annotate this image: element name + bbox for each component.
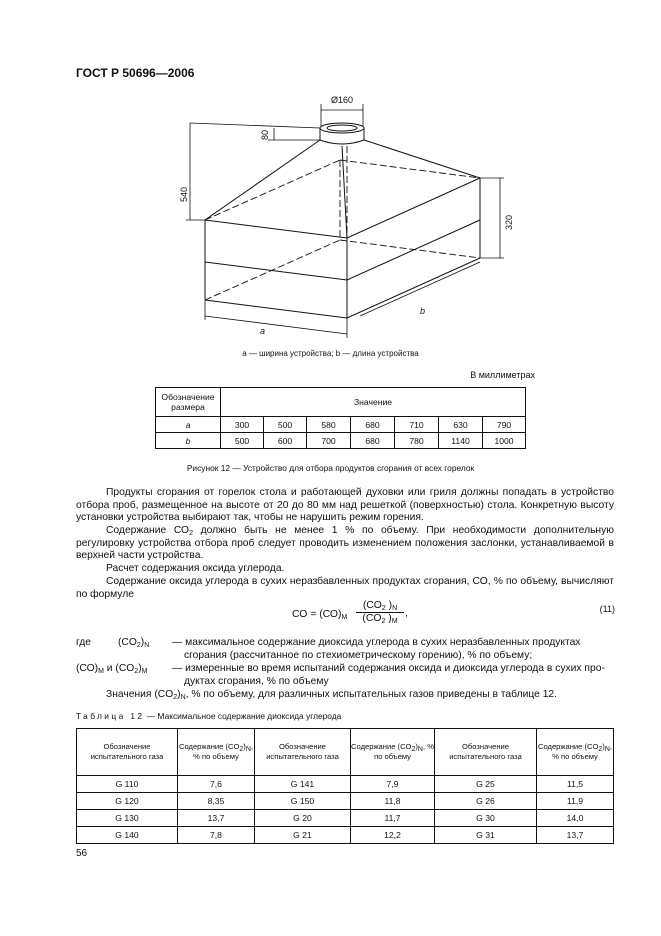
table-row: a 300 500 580 680 710 630 790 <box>156 417 526 433</box>
co2-content-table <box>76 728 614 844</box>
dimension-collar: 80 <box>260 129 270 140</box>
paragraph-3: Расчет содержания оксида углерода. <box>106 563 285 574</box>
table2-head-gas: Обозначение испытательного газа <box>435 729 537 776</box>
figure-caption: Рисунок 12 — Устройство для отбора продуктов сгорания от всех горелок <box>186 463 475 473</box>
table1-head-label: Обозначение размера <box>156 388 221 417</box>
units-note: В миллиметрах <box>470 370 535 380</box>
table2-head-content: Содержание $(CO_2)_N$, % по объему <box>537 729 614 776</box>
dimensions-table <box>155 387 526 449</box>
definition-co2n-line1: — максимальное содержание диоксида углерода в сухих неразбавленных продуктах <box>172 637 581 648</box>
figure-legend: a — ширина устройства; b — длина устройства <box>242 349 419 358</box>
definition-co2n-line2: сгорания (рассчитанное по стехиометрическому горению), % по объему; <box>184 650 533 661</box>
paragraph-4: Содержание оксида углерода в сухих неразбавленных продуктах сгорания, СО, % по объему, вычисляют по формуле <box>76 576 614 600</box>
definition-com-line2: дуктах сгорания, % по объему <box>184 676 329 687</box>
formula-number: (11) <box>599 604 615 614</box>
formula-11: СО = $(СО)_M$ $\frac{(CO_2 )_N}{(CO_2 )_M}$ , <box>292 600 408 625</box>
dimension-box-height: 320 <box>504 214 514 230</box>
paragraph-1: Продукты сгорания от горелок стола и работающей духовки или гриля должны попадать в устройство отбора проб, размещенное на высоте от 20 до 80 мм над решеткой (поверхностью) стола. Конкретную высоту установки устройства выбирают так, чтобы не нарушить режим горения. <box>76 487 614 524</box>
values-note: Значения $(CO_2)_N$, % по объему, для различных испытательных газов приведены в таблице 12. <box>106 689 558 701</box>
table2-head-gas: Обозначение испытательного газа <box>255 729 351 776</box>
sampling-device-drawing <box>150 90 530 340</box>
dimension-a: a <box>260 326 266 336</box>
table2-head-gas: Обозначение испытательного газа <box>77 729 178 776</box>
definition-com-symbol: $(СО)_M$ и $(CO_2)_M$ <box>76 663 148 675</box>
table-row: G 130 13,7 G 20 11,7 G 30 14,0 <box>77 810 614 827</box>
dimension-b: b <box>420 306 426 316</box>
page-number: 56 <box>76 848 88 859</box>
where-label: где <box>76 637 92 648</box>
definition-com-line1: — измеренные во время испытаний содержания оксида и диоксида углерода в сухих про- <box>172 663 605 674</box>
definition-co2n-symbol: $(CO_2)_N$ <box>118 637 150 649</box>
table2-head-content: Содержание $(CO_2)_N$, % по объему <box>351 729 435 776</box>
table-row: G 140 7,8 G 21 12,2 G 31 13,7 <box>77 827 614 844</box>
table-row: G 120 8,35 G 150 11,8 G 26 11,9 <box>77 793 614 810</box>
dimension-total-height: 540 <box>179 186 189 202</box>
table1-head-values: Значение <box>221 388 526 417</box>
dimension-diameter: Ø160 <box>330 95 354 105</box>
table2-head-content: Содержание $(CO_2)_N$, % по объему <box>178 729 255 776</box>
table-row: G 110 7,6 G 141 7,9 G 25 11,5 <box>77 776 614 793</box>
document-header: ГОСТ Р 50696—2006 <box>76 66 195 80</box>
paragraph-2: Содержание $СО_2$ должно быть не менее 1 % по объему. При необходимости дополнительную регулировку устройства отбора проб следует проводить изменением положения заслонки, устанавливаемой в верхней части устройства. <box>76 525 614 562</box>
table12-caption: Таблица 12 — Максимальное содержание диоксида углерода <box>76 711 342 721</box>
table-row: b 500 600 700 680 780 1140 1000 <box>156 433 526 449</box>
